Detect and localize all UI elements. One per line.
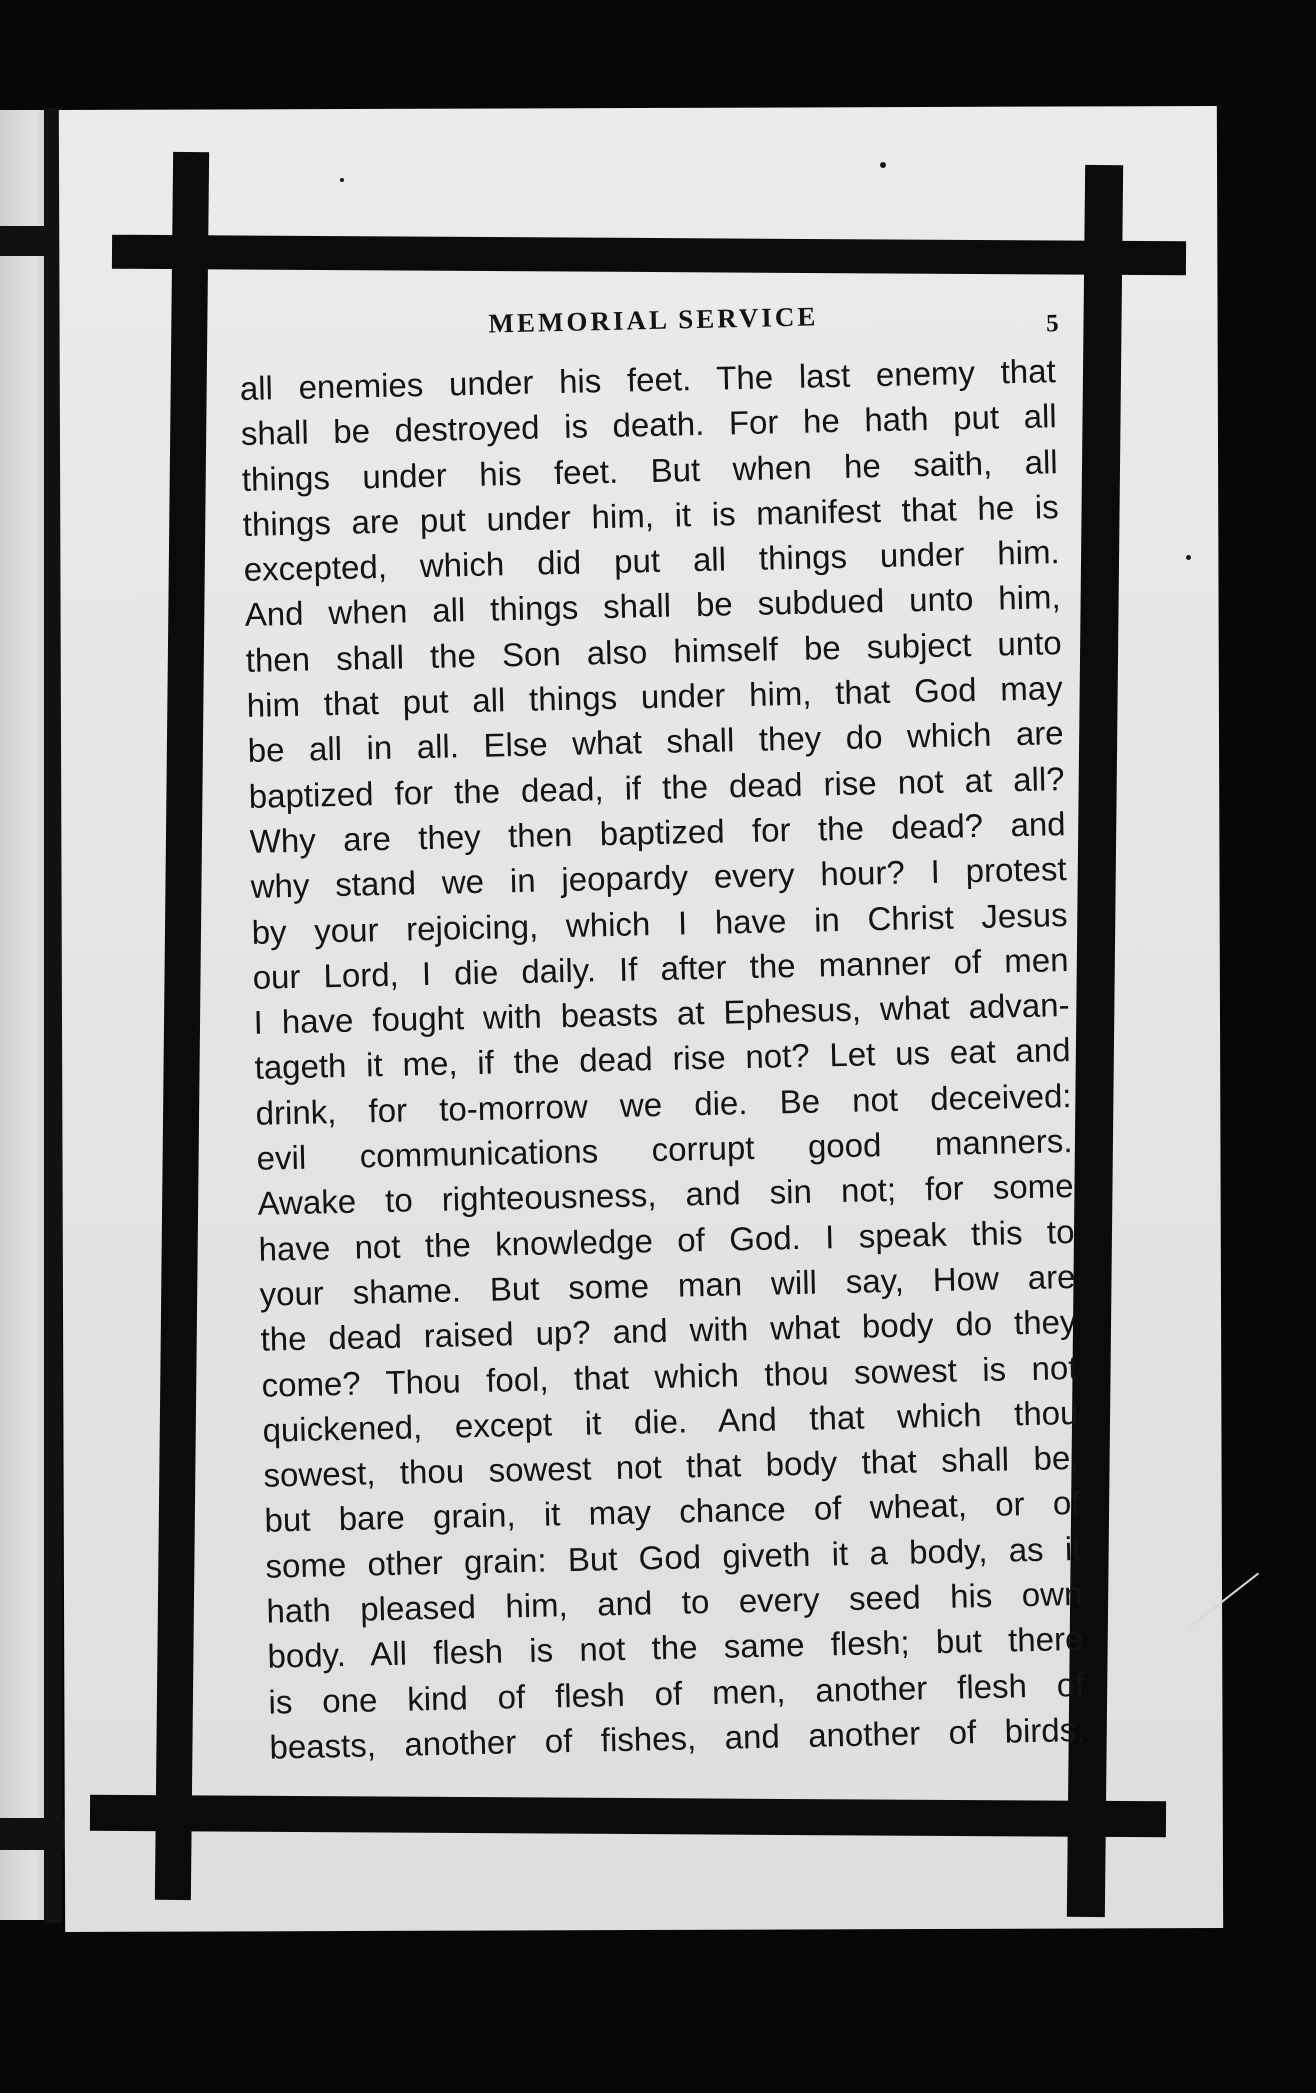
text-line: all enemies under his feet. The last enemy that [239,352,1057,407]
text-line: him that put all things under him, that God may [246,669,1063,724]
text-line: is one kind of flesh of men, another flesh of [268,1665,1085,1721]
text-line: some other grain: But God giveth it a body, as it [265,1529,1082,1585]
running-title: MEMORIAL SERVICE [488,301,819,339]
text-line: body. All flesh is not the same flesh; but there [267,1620,1084,1675]
paper-speck [1186,555,1191,560]
text-line: by your rejoicing, which I have in Christ Jesus [251,895,1068,951]
text-line: why stand we in jeopardy every hour? I protest [250,850,1067,906]
page-text [238,286,1086,1770]
text-line: our Lord, I die daily. If after the manner of men [252,940,1069,996]
text-line: shall be destroyed is death. For he hath put all [240,397,1058,453]
text-line: things under his feet. But when he saith, all [241,442,1059,498]
text-line: hath pleased him, and to every seed his own [266,1574,1083,1630]
mourning-border-top [112,235,1186,276]
text-line: but bare grain, it may chance of wheat, or of [264,1484,1081,1540]
text-line: be all in all. Else what shall they do which are [247,714,1064,770]
text-line: baptized for the dead, if the dead rise not at all? [248,759,1065,815]
paper-speck [880,162,886,168]
text-line: have not the knowledge of God. I speak this to [258,1212,1075,1268]
text-line: come? Thou fool, that which thou sowest is not [261,1348,1078,1404]
text-line: things are put under him, it is manifest that he is [242,488,1060,543]
text-line: excepted, which did put all things under him. [243,533,1061,589]
text-line: tageth it me, if the dead rise not? Let us eat and [254,1031,1071,1087]
text-line: Awake to righteousness, and sin not; for some [257,1167,1074,1223]
text-line: drink, for to-morrow we die. Be not deceived: [255,1076,1072,1132]
text-line: Why are they then baptized for the dead? and [249,805,1066,860]
mourning-border-bottom [90,1795,1166,1838]
text-line: evil communications corrupt good manners. [256,1122,1073,1177]
text-line: quickened, except it die. And that which thou [262,1393,1079,1449]
text-line: sowest, thou sowest not that body that shall be, [263,1439,1080,1494]
text-line: I have fought with beasts at Ephesus, what advan- [253,986,1070,1041]
text-line: the dead raised up? and with what body do they [260,1303,1077,1358]
text-line: your shame. But some man will say, How are [259,1257,1076,1313]
paper-speck [340,178,344,182]
page-number: 5 [1045,310,1059,338]
text-line: And when all things shall be subdued unto him, [244,578,1061,634]
text-line: beasts, another of fishes, and another of birds. [269,1710,1086,1766]
text-line: then shall the Son also himself be subject unto [245,623,1062,679]
body-text [239,348,1085,1770]
